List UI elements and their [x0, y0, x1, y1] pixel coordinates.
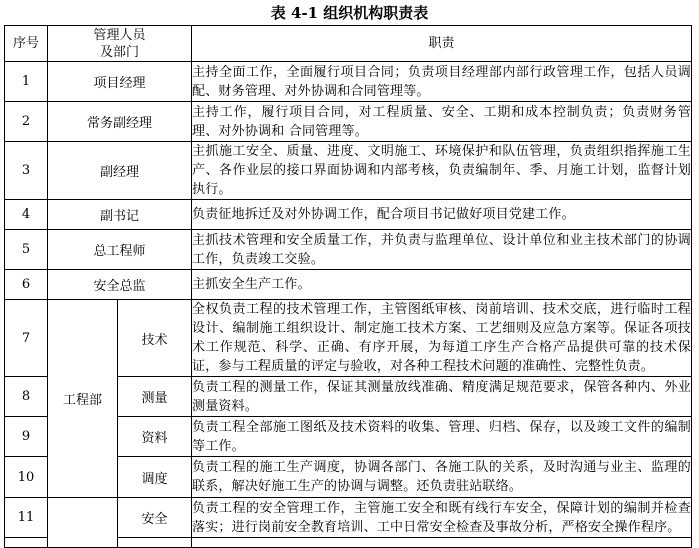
row-no: 2: [5, 102, 48, 142]
table-row: [5, 300, 692, 377]
org-duty-table: [4, 25, 692, 548]
row-no: 9: [5, 417, 48, 457]
row-role: 安全总监: [48, 270, 192, 300]
table-row: [5, 200, 692, 230]
row-role: 副经理: [48, 142, 192, 200]
dept-engineering: 工程部: [48, 300, 118, 498]
row-sub: 资料: [118, 417, 192, 457]
row-no: 8: [5, 377, 48, 417]
row-duty: 负责工程全部施工图纸及技术资料的收集、管理、归档、保存，以及竣工文件的编制等工作。: [192, 417, 692, 457]
row-no: 1: [5, 62, 48, 102]
row-duty: 主抓安全生产工作。: [192, 270, 692, 300]
row-duty: 全权负责工程的技术管理工作，主管图纸审核、岗前培训、技术交底，进行临时工程设计、编制施工组织设计、制定施工技术方案、工艺细则及应急方案等。保证各项技术工作规范、科学、正确、有序开展，为每道工序生产合格产品提供可靠的技术保证，参与工程质量的评定与验收，对各种工程技术问题的准确性、完整性负责。: [192, 300, 692, 377]
row-sub: 测量: [118, 377, 192, 417]
table-row: [5, 102, 692, 142]
row-duty: 主持全面工作，全面履行项目合同；负责项目经理部内部行政管理工作，包括人员调配、财务管理、对外协调和合同管理等。: [192, 62, 692, 102]
row-sub: 安全: [118, 498, 192, 538]
row-no: 4: [5, 200, 48, 230]
row-no: 7: [5, 300, 48, 377]
header-role-line1: 管理人员: [93, 27, 146, 43]
row-role: 常务副经理: [48, 102, 192, 142]
header-row: [5, 26, 692, 62]
row-sub: 技术: [118, 300, 192, 377]
row-duty: 主抓施工安全、质量、进度、文明施工、环境保护和队伍管理，负责组织指挥施工生产、各作业层的接口界面协调和内部考核，负责编制年、季、月施工计划，监督计划执行。: [192, 142, 692, 200]
cut-cell: [5, 538, 48, 548]
row-role: 副书记: [48, 200, 192, 230]
table-title: 表 4-1 组织机构职责表: [270, 4, 429, 22]
header-role: [48, 26, 192, 62]
header-no: 序号: [5, 26, 48, 62]
row-duty: 负责工程的安全管理工作，主管施工安全和既有线行车安全，保障计划的编制并检查落实；进行岗前安全教育培训、工中日常安全检查及事故分析，严格安全操作程序。: [192, 498, 692, 538]
header-role-line2: 及部门: [100, 44, 140, 60]
header-duty: 职责: [192, 26, 692, 62]
row-no: 5: [5, 230, 48, 270]
row-duty: 主持工作，履行项目合同，对工程质量、安全、工期和成本控制负责；负责财务管理、对外协调和 合同管理等。: [192, 102, 692, 142]
table-row: [5, 270, 692, 300]
row-no: 11: [5, 498, 48, 538]
table-row: [5, 62, 692, 102]
row-sub: 调度: [118, 457, 192, 498]
dept-next: [48, 498, 118, 548]
row-role: 总工程师: [48, 230, 192, 270]
row-duty: 负责征地拆迁及对外协调工作，配合项目书记做好项目党建工作。: [192, 200, 692, 230]
table-row: [5, 230, 692, 270]
row-duty: 主抓技术管理和安全质量工作，并负责与监理单位、设计单位和业主技术部门的协调工作，负责竣工交验。: [192, 230, 692, 270]
row-no: 3: [5, 142, 48, 200]
row-no: 10: [5, 457, 48, 498]
cut-cell: [118, 538, 192, 548]
cut-cell: [192, 538, 692, 548]
row-no: 6: [5, 270, 48, 300]
table-row: [5, 142, 692, 200]
row-role: 项目经理: [48, 62, 192, 102]
row-duty: 负责工程的测量工作，保证其测量放线准确、精度满足规范要求，保管各种内、外业测量资料。: [192, 377, 692, 417]
row-duty: 负责工程的施工生产调度，协调各部门、各施工队的关系，及时沟通与业主、监理的联系，解决好施工生产的协调与调整。还负责驻站联络。: [192, 457, 692, 498]
table-row: [5, 498, 692, 538]
